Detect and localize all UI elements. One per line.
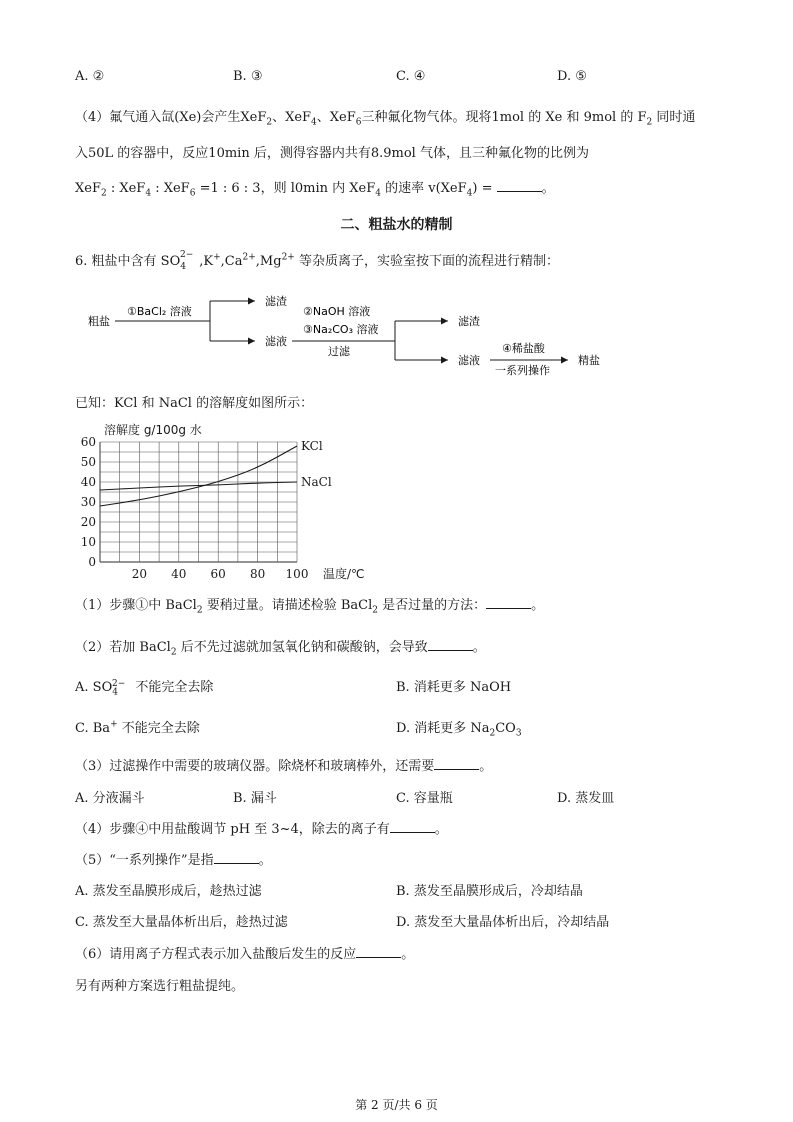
q6-5-option-d: D. 蒸发至大量晶体析出后，冷却结晶	[396, 915, 610, 930]
q6-3-option-d: D. 蒸发皿	[557, 791, 615, 806]
q6-2-option-b: B. 消耗更多 NaOH	[396, 680, 512, 695]
question-5-4-line3: XeF$_2$ : XeF$_4$ : XeF$_6$ =1 : 6 : 3，则 l0min 内 XeF$_4$ 的速率 v(XeF$_4$) = 。	[75, 181, 555, 199]
chart-y-tick-label: 40	[80, 475, 96, 489]
question-6-intro: 6. 粗盐中含有 $SO_4^{2-}$ $,K^+,Ca^{2+},Mg^{2+}$ 等杂质离子，实验室按下面的流程进行精制：	[75, 249, 559, 272]
closing-statement: 另有两种方案选行粗盐提纯。	[75, 979, 245, 994]
option-d: D. ⑤	[557, 69, 587, 84]
page-footer: 第 2 页/共 6 页	[355, 1098, 438, 1112]
q6-2-option-d: D. 消耗更多 $Na_2CO_3$	[396, 721, 522, 739]
question-6-2: （2）若加 BaCl$_2$ 后不先过滤就加氢氧化钠和碳酸钠，会导致 。	[75, 640, 486, 658]
chart-y-tick-label: 0	[88, 555, 96, 569]
flow-diagram	[80, 288, 620, 380]
q6-5-option-c: C. 蒸发至大量晶体析出后，趁热过滤	[75, 915, 288, 930]
flow-filtrate-1: 滤液	[265, 335, 287, 348]
chart-x-tick-label: 20	[131, 567, 148, 581]
chart-series-label: NaCl	[301, 475, 332, 489]
flow-filtrate-2: 滤液	[458, 354, 480, 367]
option-b: B. ③	[233, 69, 263, 84]
solubility-chart	[70, 420, 370, 585]
flow-residue-1: 滤渣	[265, 295, 287, 308]
flow-residue-2: 滤渣	[458, 315, 480, 328]
flow-step-2: ②NaOH 溶液	[303, 305, 371, 318]
answer-blank	[486, 596, 531, 609]
answer-blank	[428, 638, 473, 651]
chart-x-tick-label: 60	[210, 567, 226, 581]
answer-blank	[497, 179, 542, 192]
answer-blank	[390, 820, 435, 833]
flow-refined-salt: 精盐	[578, 354, 600, 367]
question-6-1: （1）步骤①中 BaCl$_2$ 要稍过量。请描述检验 BaCl$_2$ 是否过量的方法： 。	[75, 598, 545, 616]
question-5-4-line1: （4）氟气通入氙(Xe)会产生XeF$_2$、XeF$_4$、XeF$_6$三种氟化物气体。现将1mol 的 Xe 和 9mol 的 $F_2$ 同时通	[75, 110, 696, 128]
question-6-5: （5）“一系列操作”是指 。	[75, 853, 272, 868]
q6-3-option-b: B. 漏斗	[233, 791, 277, 806]
flow-step-3: ③Na₂CO₃ 溶液	[303, 323, 379, 336]
question-6-4: （4）步骤④中用盐酸调节 pH 至 3~4，除去的离子有 。	[75, 822, 448, 837]
flow-step-1: ①BaCl₂ 溶液	[127, 305, 192, 318]
q6-2-option-c: C. Ba+ 不能完全去除	[75, 719, 200, 736]
flow-filter: 过滤	[328, 345, 350, 358]
chart-x-axis-label: 温度/℃	[323, 567, 365, 581]
answer-blank	[356, 945, 401, 958]
chart-y-tick-label: 10	[80, 535, 96, 549]
q6-5-option-a: A. 蒸发至晶膜形成后，趁热过滤	[75, 884, 262, 899]
question-5-4-line2: 入50L 的容器中，反应10min 后，测得容器内共有8.9mol 气体，且三种氟化物的比例为	[75, 146, 589, 161]
section-title: 二、粗盐水的精制	[340, 217, 453, 233]
flow-crude-salt: 粗盐	[88, 315, 110, 328]
flow-series: 一系列操作	[495, 364, 550, 377]
question-6-3: （3）过滤操作中需要的玻璃仪器。除烧杯和玻璃棒外，还需要 。	[75, 759, 493, 774]
q6-2-option-a: A. $SO_4^{2-}$ 不能完全去除	[75, 678, 214, 698]
chart-x-tick-label: 100	[285, 567, 309, 581]
chart-y-tick-label: 50	[80, 455, 96, 469]
known-statement: 已知：KCl 和 NaCl 的溶解度如图所示：	[75, 396, 314, 411]
chart-y-tick-label: 20	[80, 515, 96, 529]
chart-x-tick-label: 40	[171, 567, 187, 581]
answer-blank	[214, 851, 259, 864]
chart-series-label: KCl	[301, 439, 323, 453]
flow-step-4: ④稀盐酸	[502, 342, 545, 355]
q6-5-option-b: B. 蒸发至晶膜形成后，冷却结晶	[396, 884, 583, 899]
question-6-6: （6）请用离子方程式表示加入盐酸后发生的反应 。	[75, 947, 415, 962]
chart-x-tick-label: 80	[249, 567, 266, 581]
chart-title: 溶解度 g/100g 水	[104, 423, 202, 437]
option-a: A. ②	[75, 69, 105, 84]
q6-3-option-c: C. 容量瓶	[396, 791, 453, 806]
answer-blank	[434, 757, 479, 770]
chart-y-tick-label: 60	[80, 435, 96, 449]
option-c: C. ④	[396, 69, 426, 84]
chart-y-tick-label: 30	[80, 495, 96, 509]
q6-3-option-a: A. 分液漏斗	[75, 791, 145, 806]
